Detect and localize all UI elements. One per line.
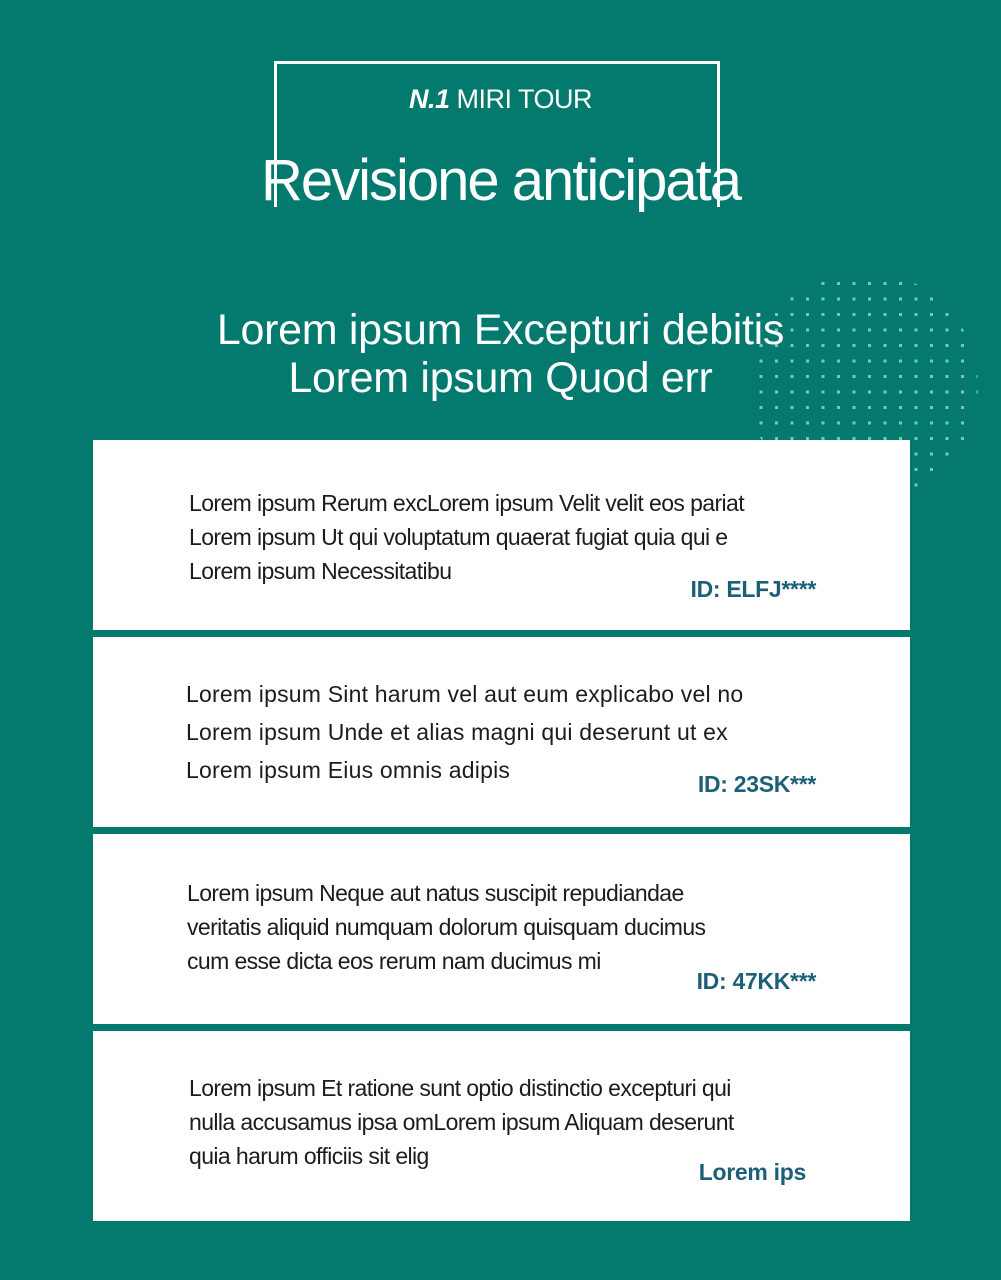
card-text <box>187 876 827 978</box>
brand-name: MIRI TOUR <box>449 84 593 114</box>
card-text <box>189 486 829 588</box>
card-text-line: veritatis aliquid numquam dolorum quisquam ducimus <box>187 914 706 940</box>
review-card-4 <box>93 1031 910 1221</box>
card-text-line: nulla accusamus ipsa omLorem ipsum Aliquam deserunt <box>189 1109 734 1135</box>
card-text-line: Lorem ipsum Rerum excLorem ipsum Velit velit eos pariat <box>189 490 745 516</box>
card-id: ID: 23SK*** <box>697 771 816 797</box>
review-card-1 <box>93 440 910 630</box>
brand-number: N.1 <box>408 84 450 114</box>
card-id: ID: 47KK*** <box>696 968 816 994</box>
subtitle <box>0 306 1001 402</box>
subtitle-line-2: Lorem ipsum Quod err <box>288 354 713 402</box>
card-text <box>189 1071 829 1173</box>
subtitle-line-1: Lorem ipsum Excepturi debitis <box>216 306 785 354</box>
card-text-line: Lorem ipsum Ut qui voluptatum quaerat fugiat quia qui e <box>189 524 728 550</box>
brand-label <box>0 84 1001 115</box>
card-link-text: Lorem ips <box>698 1159 806 1185</box>
card-text-line: Lorem ipsum Necessitatibu <box>189 558 452 584</box>
card-text-line: Lorem ipsum Unde et alias magni qui deserunt ut ex <box>186 719 728 745</box>
review-card-2 <box>93 637 910 827</box>
card-text-line: Lorem ipsum Eius omnis adipis <box>186 757 511 783</box>
card-text-line: quia harum officiis sit elig <box>189 1143 429 1169</box>
card-text-line: cum esse dicta eos rerum nam ducimus mi <box>187 948 601 974</box>
page-title: Revisione anticipata <box>260 148 741 213</box>
review-card-3 <box>93 834 910 1024</box>
card-text-line: Lorem ipsum Sint harum vel aut eum explicabo vel no <box>186 681 744 707</box>
card-id: ID: ELFJ**** <box>690 576 816 602</box>
card-text-line: Lorem ipsum Et ratione sunt optio distinctio excepturi qui <box>189 1075 731 1101</box>
card-text-line: Lorem ipsum Neque aut natus suscipit repudiandae <box>187 880 684 906</box>
